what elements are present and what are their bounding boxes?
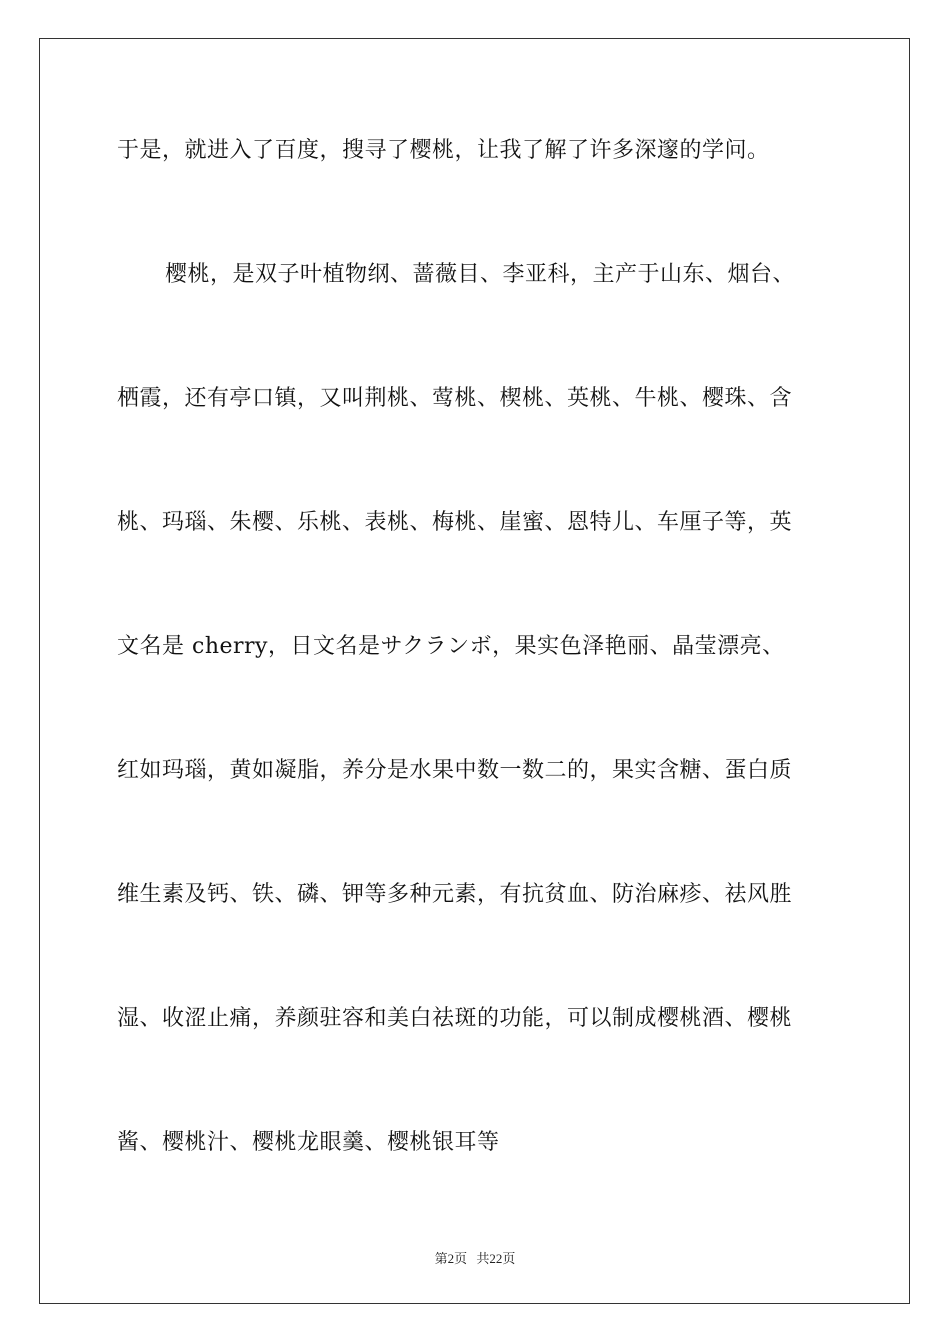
page-total: 共22页 xyxy=(476,1251,516,1266)
page-footer xyxy=(0,1248,950,1267)
text-line-2: 樱桃，是双子叶植物纲、蔷薇目、李亚科，主产于山东、烟台、 xyxy=(165,262,796,287)
text-line-9: 酱、樱桃汁、樱桃龙眼羹、樱桃银耳等 xyxy=(117,1130,500,1155)
page-border xyxy=(39,38,910,1304)
text-line-1: 于是，就进入了百度，搜寻了樱桃，让我了解了许多深邃的学问。 xyxy=(117,138,770,163)
text-line-8: 湿、收涩止痛，养颜驻容和美白祛斑的功能，可以制成樱桃酒、樱桃 xyxy=(117,1006,793,1031)
text-line-4: 桃、玛瑙、朱樱、乐桃、表桃、梅桃、崖蜜、恩特儿、车厘子等，英 xyxy=(117,510,793,535)
text-line-6: 红如玛瑙，黄如凝脂，养分是水果中数一数二的，果实含糖、蛋白质 xyxy=(117,758,793,783)
text-line-7: 维生素及钙、铁、磷、钾等多种元素，有抗贫血、防治麻疹、祛风胜 xyxy=(117,882,793,907)
text-line-5: 文名是 cherry，日文名是サクランボ，果实色泽艳丽、晶莹漂亮、 xyxy=(117,634,785,659)
page-number: 第2页 xyxy=(434,1251,468,1266)
text-line-3: 栖霞，还有亭口镇，又叫荆桃、莺桃、楔桃、英桃、牛桃、樱珠、含 xyxy=(117,386,793,411)
